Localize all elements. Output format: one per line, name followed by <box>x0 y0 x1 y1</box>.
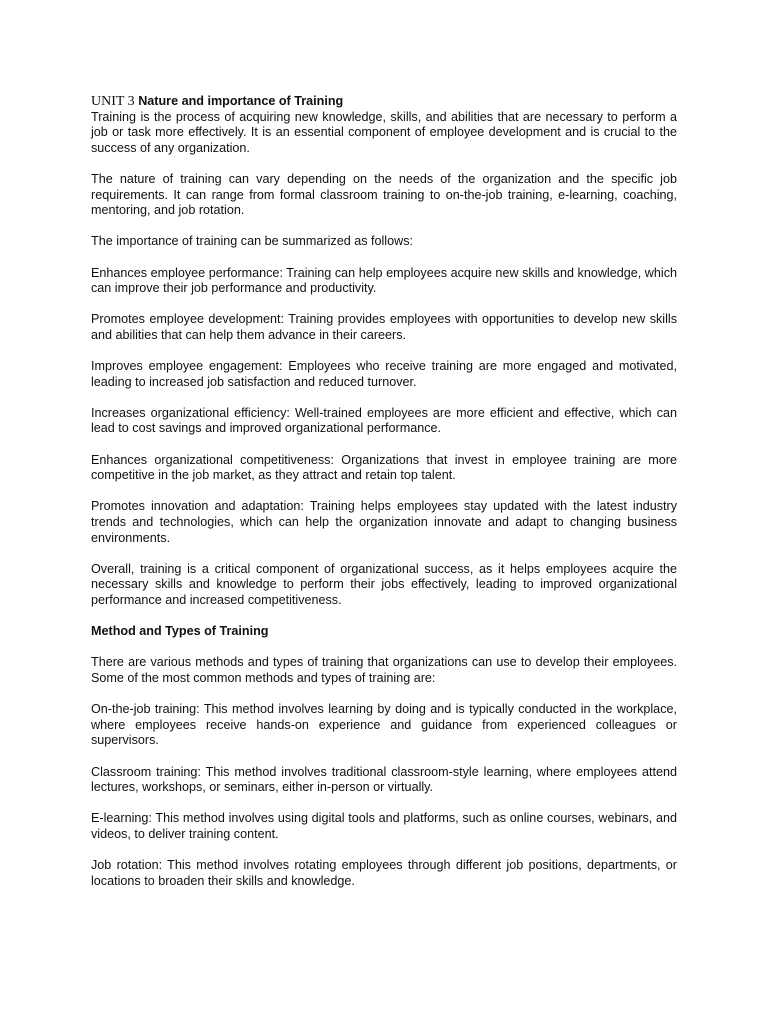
paragraph: Increases organizational efficiency: Well-trained employees are more efficient and effective, which can lead to cost savings and improved organizational performance. <box>91 405 677 436</box>
paragraph: Promotes employee development: Training provides employees with opportunities to develop new skills and abilities that can help them advance in their careers. <box>91 312 677 342</box>
paragraph: Enhances employee performance: Training can help employees acquire new skills and knowledge, which can improve their job performance and productivity. <box>91 265 677 296</box>
paragraph: There are various methods and types of training that organizations can use to develop their employees. Some of the most common methods and types of training are: <box>91 655 677 685</box>
paragraph: The importance of training can be summarized as follows: <box>91 234 413 249</box>
paragraph: Enhances organizational competitiveness: Organizations that invest in employee training are more competitive in the job market, as they attract and retain top talent. <box>91 452 677 483</box>
paragraph: E-learning: This method involves using digital tools and platforms, such as online courses, webinars, and videos, to deliver training content. <box>91 811 677 841</box>
paragraph: Promotes innovation and adaptation: Training helps employees stay updated with the latest industry trends and technologies, which can help the organization innovate and adapt to changing business environments. <box>91 499 677 545</box>
document-page <box>91 94 677 905</box>
section-heading: Method and Types of Training <box>91 624 269 639</box>
paragraph: On-the-job training: This method involves learning by doing and is typically conducted in the workplace, where employees receive hands-on experience and guidance from experienced colleagues or supervisors. <box>91 702 677 748</box>
paragraph: Overall, training is a critical component of organizational success, as it helps employees acquire the necessary skills and knowledge to perform their jobs effectively, leading to improved organizational performance and increased competitiveness. <box>91 561 677 607</box>
unit-label: UNIT 3 <box>91 94 135 109</box>
paragraph: Classroom training: This method involves traditional classroom-style learning, where employees attend lectures, workshops, or seminars, either in-person or virtually. <box>91 764 677 795</box>
paragraph: The nature of training can vary depending on the needs of the organization and the specific job requirements. It can range from formal classroom training to on-the-job training, e-learning, coaching, mentoring, and job rotation. <box>91 171 677 218</box>
unit-heading <box>91 94 677 110</box>
paragraph: Improves employee engagement: Employees who receive training are more engaged and motivated, leading to increased job satisfaction and reduced turnover. <box>91 359 677 389</box>
paragraph: Training is the process of acquiring new knowledge, skills, and abilities that are necessary to perform a job or task more effectively. It is an essential component of employee development and is crucial to the success of any organization. <box>91 109 677 155</box>
paragraph: Job rotation: This method involves rotating employees through different job positions, departments, or locations to broaden their skills and knowledge. <box>91 858 677 888</box>
page-title: Nature and importance of Training <box>138 94 344 108</box>
